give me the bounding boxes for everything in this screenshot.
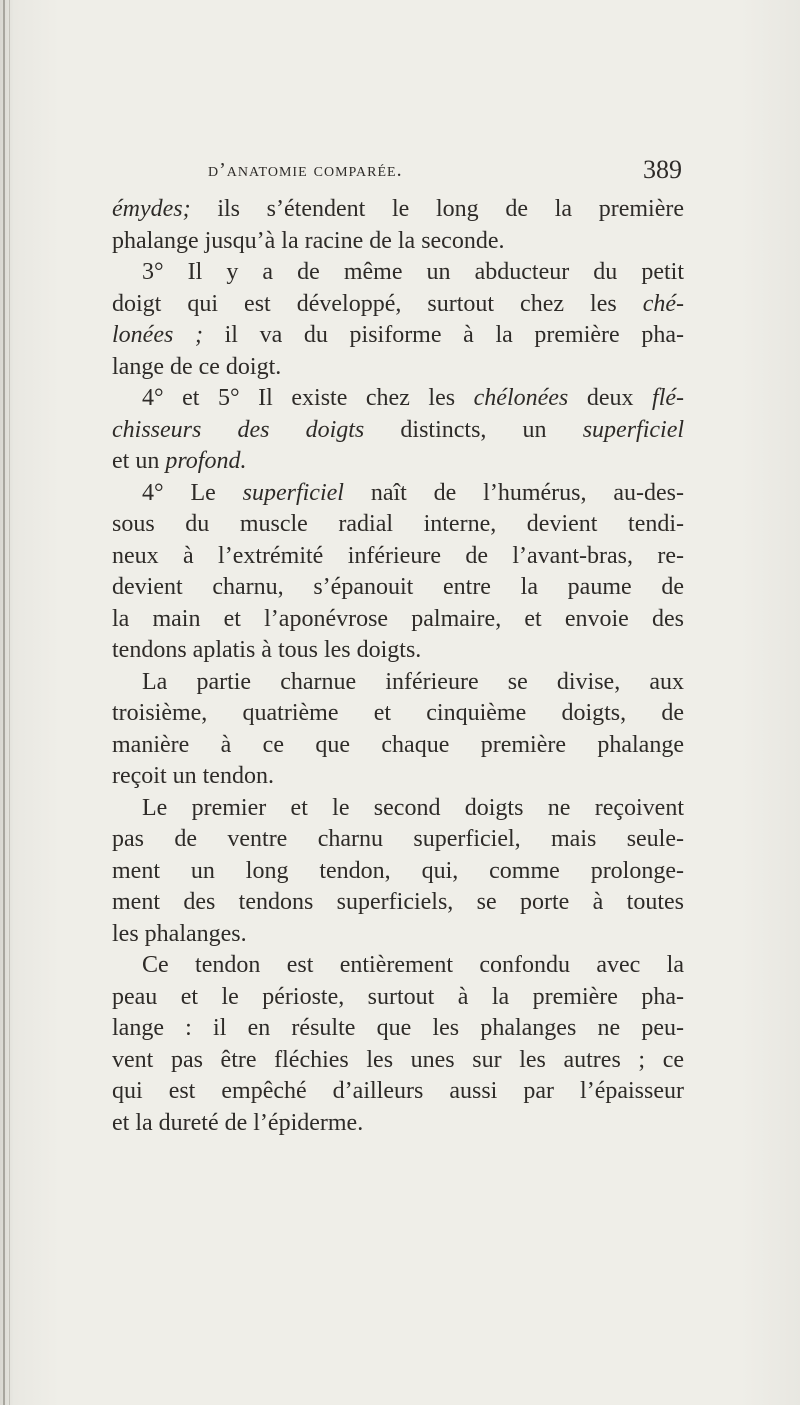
text-line [112, 572, 684, 604]
text-line [112, 1076, 684, 1108]
text-segment: naît de l’humérus, au-des- [343, 479, 684, 506]
text-line [112, 383, 684, 415]
text-line [112, 667, 684, 699]
text-segment: et la dureté de l’épiderme. [112, 1109, 364, 1136]
text-segment: vent pas être fléchies les unes sur les autres ; ce [112, 1046, 684, 1073]
text-segment: tendons aplatis à tous les doigts. [112, 637, 422, 663]
text-line [112, 950, 684, 982]
text-segment: sous du muscle radial interne, devient tendi- [112, 511, 684, 537]
text-segment: distincts, un [364, 416, 583, 443]
text-line [112, 761, 684, 793]
text-line [112, 824, 684, 856]
text-segment: La partie charnue inférieure se divise, aux [142, 668, 684, 695]
text-segment: deux [568, 385, 653, 411]
text-line [112, 1045, 684, 1077]
text-line [112, 320, 684, 352]
page-number: 389 [643, 155, 682, 184]
text-segment: reçoit un tendon. [112, 763, 274, 789]
italic-term: profond. [165, 448, 247, 474]
text-segment: 4° et 5° Il existe chez les [142, 385, 474, 411]
text-line [112, 856, 684, 888]
text-segment: peau et le périoste, surtout à la première pha- [112, 983, 684, 1010]
text-line [112, 509, 684, 541]
text-line [112, 257, 684, 289]
text-line [112, 635, 684, 667]
text-segment: Le premier et le second doigts ne reçoivent [142, 794, 684, 821]
text-segment: doigt qui est développé, surtout chez les [112, 290, 643, 317]
binding-edge-inner [9, 0, 10, 1405]
text-line [112, 604, 684, 636]
text-segment: manière à ce que chaque première phalange [112, 731, 684, 758]
italic-term: émydes; [112, 196, 191, 222]
text-line [112, 415, 684, 447]
text-segment: phalange jusqu’à la racine de la seconde. [112, 227, 505, 254]
text-line [112, 793, 684, 825]
text-line [112, 352, 684, 384]
text-line [112, 1013, 684, 1045]
text-line [112, 446, 684, 478]
italic-term: chisseurs des doigts [112, 416, 365, 443]
page-header [208, 151, 682, 191]
italic-term: chélonées [473, 385, 569, 411]
text-segment: et un [112, 448, 166, 474]
text-segment: qui est empêché d’ailleurs aussi par l’épaisseur [112, 1078, 684, 1104]
italic-term: superficiel [582, 416, 685, 443]
body-text [112, 194, 684, 1139]
italic-term: lonées ; [112, 322, 203, 348]
text-segment: il va du pisiforme à la première pha- [202, 322, 684, 348]
text-segment: devient charnu, s’épanouit entre la paume de [112, 574, 684, 600]
binding-edge [3, 0, 5, 1405]
running-title: d’anatomie comparée. [208, 159, 403, 181]
text-segment: Ce tendon est entièrement confondu avec la [142, 952, 684, 978]
text-segment: pas de ventre charnu superficiel, mais seule- [112, 826, 684, 852]
text-line [112, 478, 684, 510]
text-line [112, 1108, 684, 1140]
text-line [112, 541, 684, 573]
text-line [112, 919, 684, 951]
italic-term: superficiel [242, 479, 344, 506]
text-segment: troisième, quatrième et cinquième doigts, de [112, 700, 684, 726]
text-segment: les phalanges. [112, 920, 247, 947]
text-line [112, 887, 684, 919]
text-line [112, 982, 684, 1014]
text-segment: 3° Il y a de même un abducteur du petit [142, 259, 684, 285]
text-segment: ment des tendons superficiels, se porte à toutes [112, 889, 684, 915]
text-segment: neux à l’extrémité inférieure de l’avant-bras, re- [112, 542, 684, 569]
text-segment: ils s’étendent le long de la première [190, 196, 684, 222]
italic-term: ché- [642, 290, 684, 317]
text-segment: lange de ce doigt. [112, 353, 282, 380]
text-line [112, 698, 684, 730]
italic-term: flé- [652, 385, 685, 411]
text-line [112, 194, 684, 226]
text-line [112, 226, 684, 258]
text-segment: lange : il en résulte que les phalanges ne peu- [112, 1015, 684, 1041]
text-line [112, 730, 684, 762]
text-line [112, 289, 684, 321]
text-segment: la main et l’aponévrose palmaire, et envoie des [112, 605, 684, 632]
text-segment: ment un long tendon, qui, comme prolonge- [112, 857, 684, 884]
text-segment: 4° Le [142, 479, 243, 506]
